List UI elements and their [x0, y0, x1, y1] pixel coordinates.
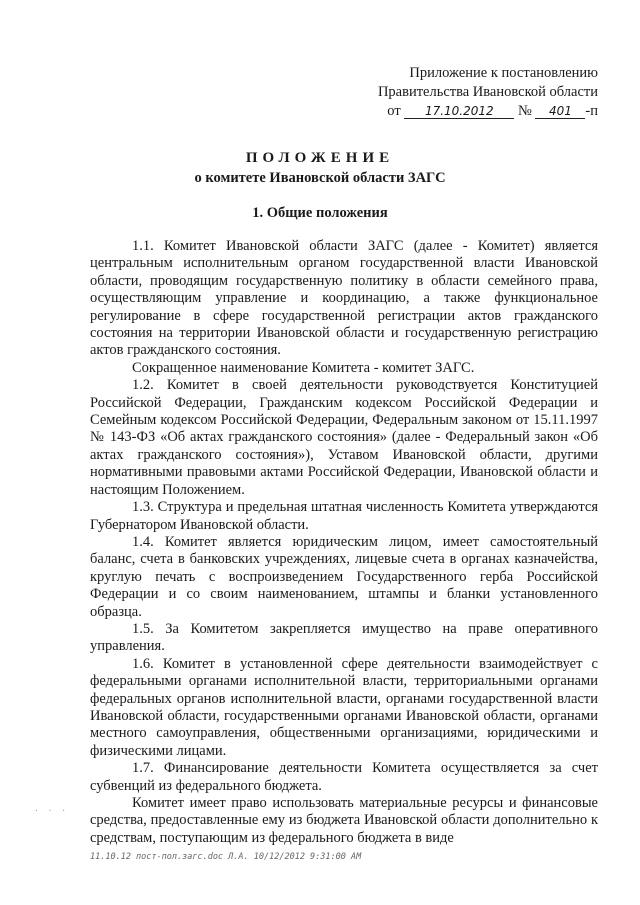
paragraph: 1.6. Комитет в установленной сфере деятельности взаимодействует с федеральными органами исполнительной власти, территориальными органами федеральных органов исполнительной власти, органами государственной власти Ивановской области, государственными органами Ивановской области, органами местного самоуправления, общественными организациями, юридическими и физическими лицами. [90, 655, 598, 759]
number-suffix: -п [585, 103, 598, 119]
paragraph: 1.3. Структура и предельная штатная численность Комитета утверждаются Губернатором Ивановской области. [90, 499, 598, 533]
document-title: ПОЛОЖЕНИЕ [245, 150, 395, 166]
section-heading: 1. Общие положения [252, 205, 388, 221]
from-label: от [387, 103, 401, 119]
paragraph: Комитет имеет право использовать материальные ресурсы и финансовые средства, предоставленные ему из бюджета Ивановской области дополнительно к средствам, поступающим из федерального бюджета в виде [90, 795, 598, 846]
header-number-line [338, 102, 598, 121]
handwritten-date: 17.10.2012 [404, 104, 514, 119]
document-body [90, 238, 598, 847]
paragraph: 1.5. За Комитетом закрепляется имущество на праве оперативного управления. [90, 620, 598, 655]
paragraph: Сокращенное наименование Комитета - комитет ЗАГС. [132, 359, 475, 376]
paragraph: 1.7. Финансирование деятельности Комитета осуществляется за счет субвенций из федерального бюджета. [90, 760, 598, 794]
header-line-2: Правительства Ивановской области [377, 84, 598, 100]
paragraph: 1.1. Комитет Ивановской области ЗАГС (далее - Комитет) является центральным исполнительным органом государственной власти Ивановской области, проводящим государственную политику в области семейного права, осуществляющим управление и координацию, а также функциональное регулирование в сфере государственной регистрации актов гражданского состояния на территории Ивановской области и государственную регистрацию актов гражданского состояния. [90, 238, 598, 359]
handwritten-number: 401 [535, 104, 585, 119]
file-footer: 11.10.12 пост-пол.загс.doc Л.А. 10/12/2012 9:31:00 AM [90, 852, 362, 862]
document-subtitle: о комитете Ивановской области ЗАГС [194, 170, 446, 186]
number-label: № [517, 103, 532, 119]
margin-marks: · · · [34, 806, 69, 815]
approval-header [338, 64, 598, 121]
header-line-1: Приложение к постановлению [409, 65, 598, 81]
paragraph: 1.2. Комитет в своей деятельности руководствуется Конституцией Российской Федерации, Гражданским кодексом Российской Федерации и Семейным кодексом Российской Федерации, Федеральным законом от 15.11.1997 № 143-ФЗ «Об актах гражданского состояния» (далее - Федеральный закон «Об актах гражданского состояния»), Уставом Ивановской области, другими нормативными правовыми актами Российской Федерации, Ивановской области и настоящим Положением. [90, 377, 598, 498]
paragraph: 1.4. Комитет является юридическим лицом, имеет самостоятельный баланс, счета в банковских учреждениях, лицевые счета в органах казначейства, круглую печать с воспроизведением Государственного герба Российской Федерации и со своим наименованием, штампы и бланки установленного образца. [90, 533, 598, 620]
